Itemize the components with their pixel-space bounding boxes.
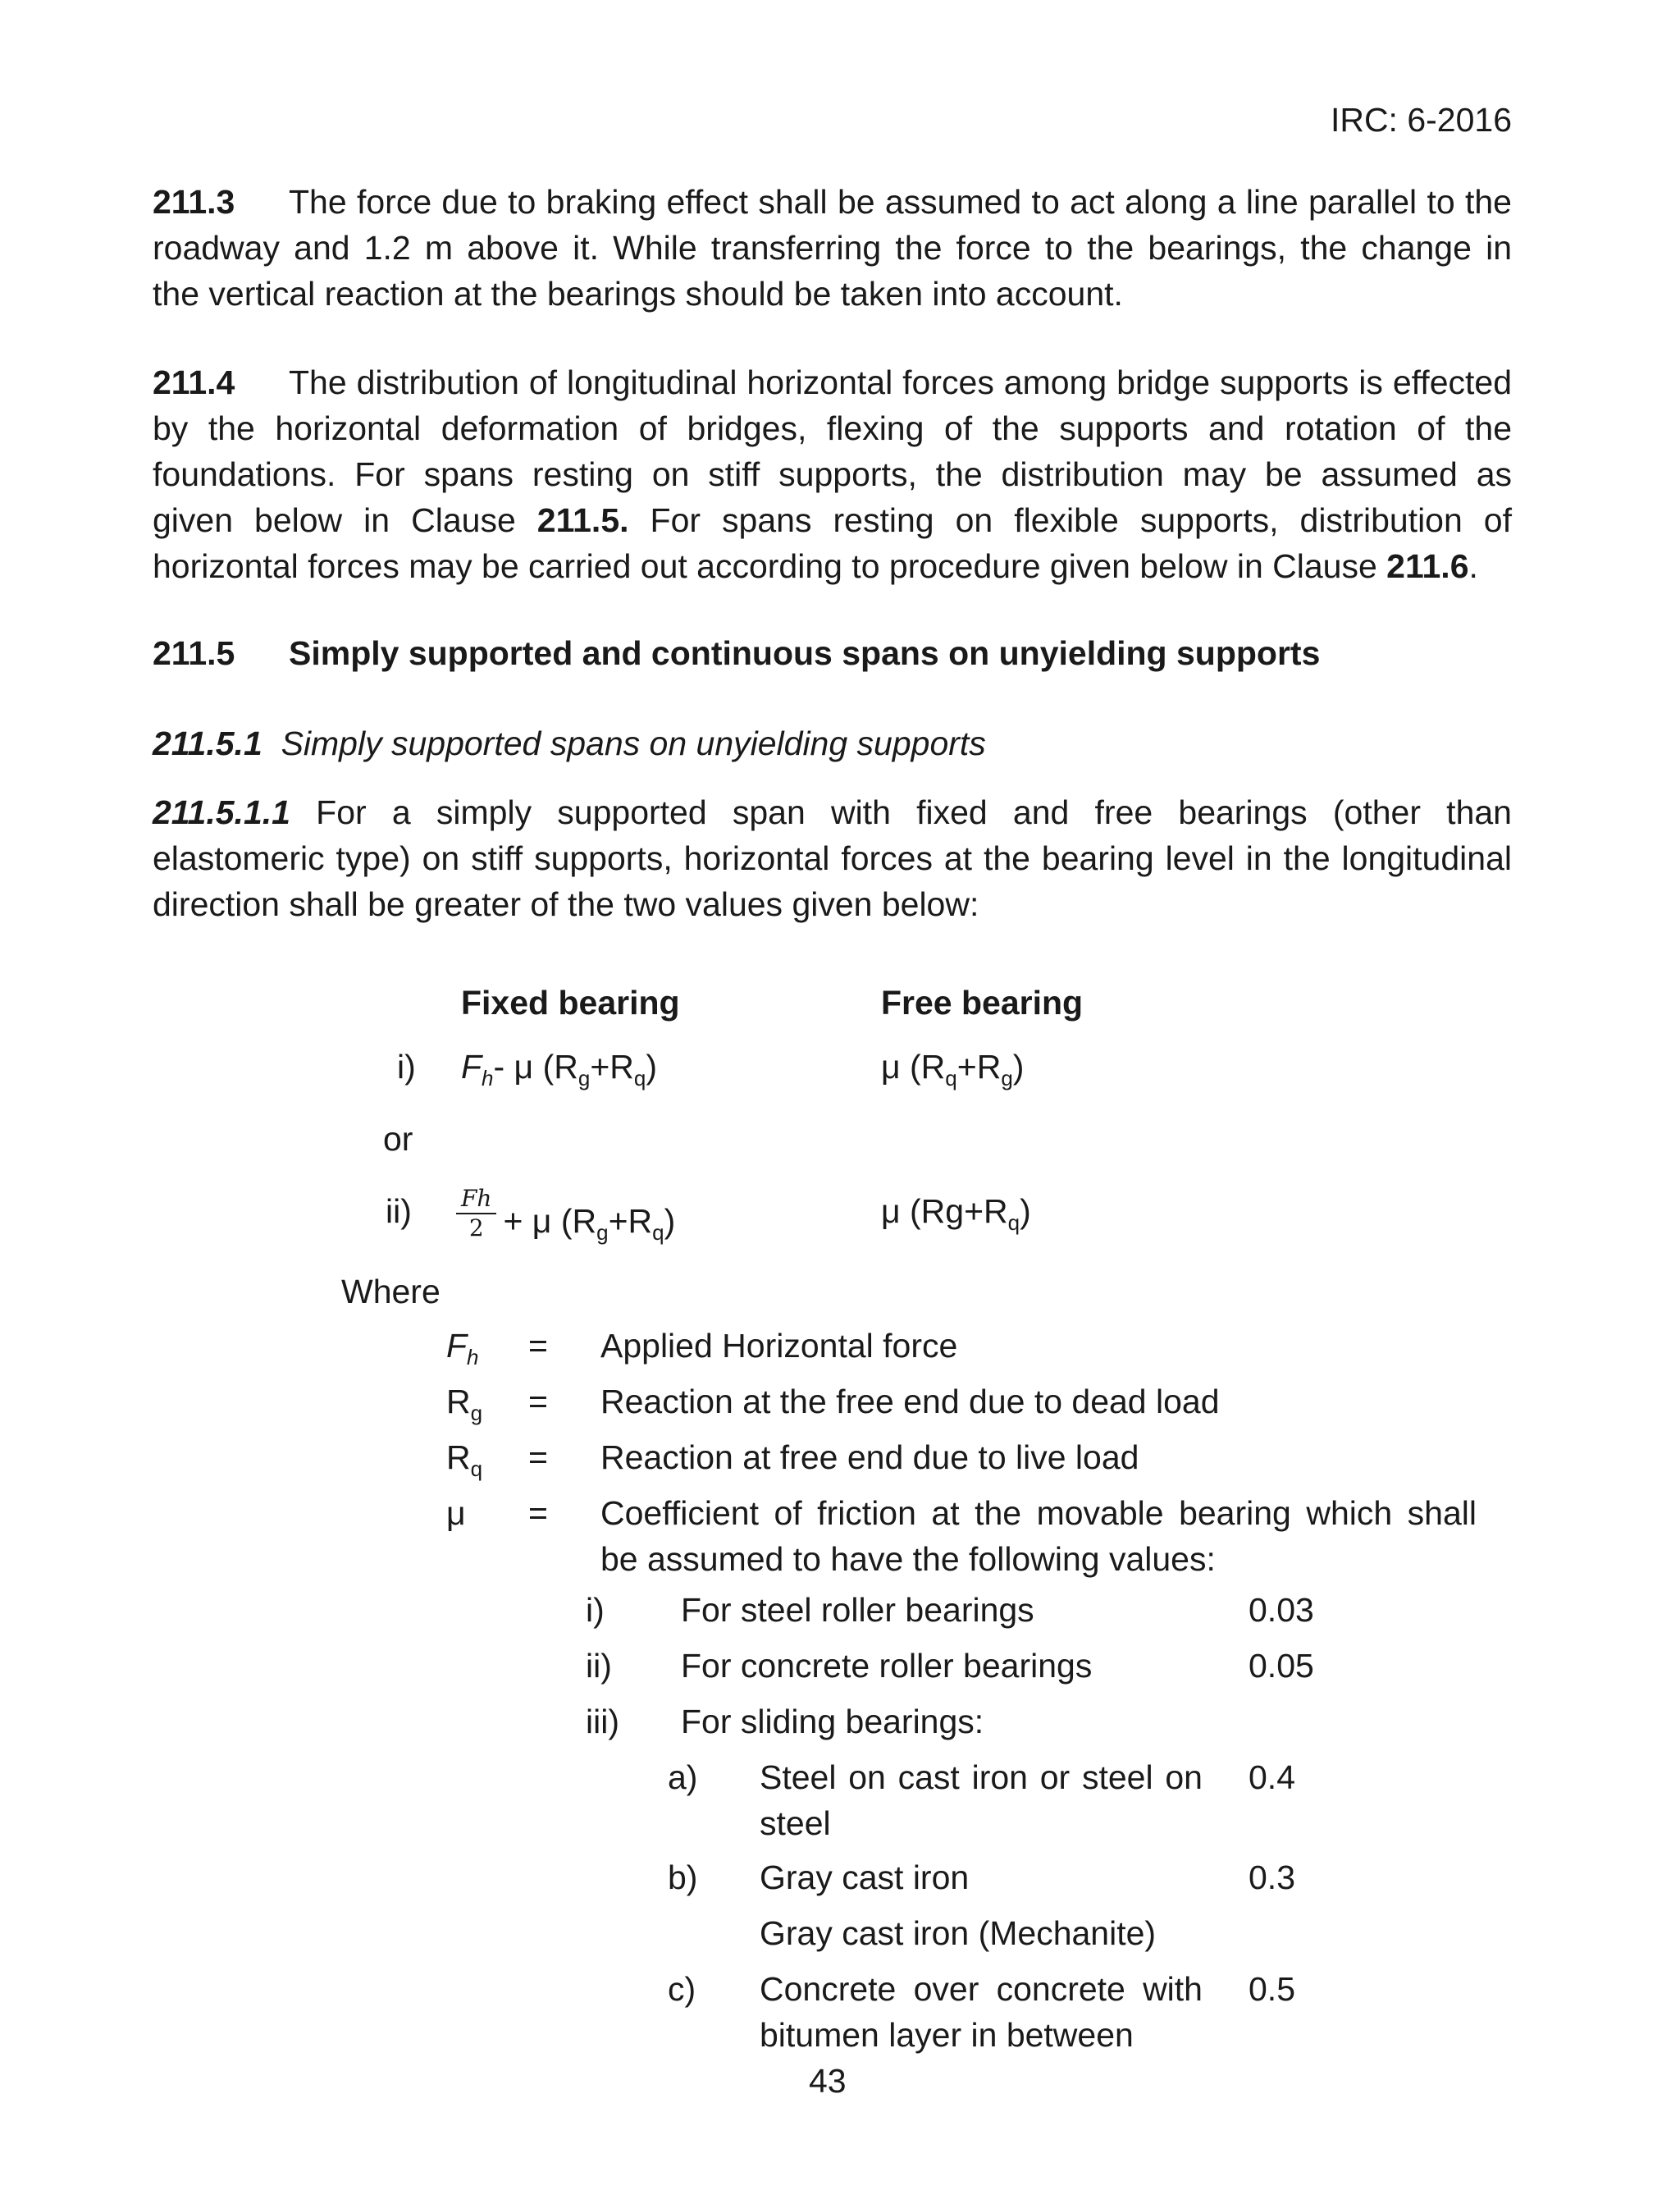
clause-211-5-1-1 — [153, 789, 1512, 927]
clause-number: 211.4 — [153, 363, 235, 401]
clause-title: Simply supported and continuous spans on unyielding supports — [289, 634, 1321, 672]
fixed-bearing-header: Fixed bearing — [461, 984, 680, 1022]
sliding-desc-a-line2: steel — [760, 1804, 831, 1842]
rq-equals: = — [528, 1438, 548, 1476]
symbol: R — [446, 1438, 471, 1476]
clause-211-5-1-1-line3: direction shall be greater of the two values given below: — [153, 885, 979, 923]
text: +R — [608, 1201, 653, 1240]
rq-symbol — [446, 1434, 482, 1480]
clause-211-3-line2: roadway and 1.2 m above it. While transferring the force to the bearings, the change in — [153, 229, 1512, 267]
sliding-label-c: c) — [668, 1970, 696, 2008]
subscript: q — [1007, 1210, 1020, 1235]
text: given below in Clause — [153, 501, 537, 539]
sliding-value-c: 0.5 — [1249, 1970, 1295, 2008]
sliding-desc-b-line2: Gray cast iron (Mechanite) — [760, 1914, 1157, 1952]
clause-number: 211.5 — [153, 634, 235, 672]
clause-text: The force due to braking effect shall be assumed to act along a line parallel to the — [289, 183, 1512, 221]
row2-fixed-formula — [456, 1185, 676, 1270]
row2-label: ii) — [386, 1192, 412, 1230]
fh-symbol — [446, 1323, 479, 1369]
sliding-desc-c — [760, 1966, 1203, 2058]
formula-rest — [503, 1201, 676, 1245]
clause-number: 211.5.1 — [153, 725, 262, 762]
clause-211-3-line3: the vertical reaction at the bearings should be taken into account. — [153, 275, 1123, 313]
mu-description-line2: be assumed to have the following values: — [600, 1540, 1216, 1578]
fh-equals: = — [528, 1327, 548, 1365]
sliding-value-a: 0.4 — [1249, 1758, 1295, 1796]
sliding-desc-a — [760, 1754, 1203, 1846]
subscript: g — [578, 1066, 591, 1090]
clause-211-4-line1 — [153, 359, 1512, 405]
subscript: q — [945, 1066, 957, 1090]
sliding-label-a: a) — [668, 1758, 698, 1796]
text: - μ (R — [493, 1048, 578, 1086]
doc-code: IRC: 6-2016 — [1330, 101, 1512, 139]
friction-label-1: i) — [586, 1591, 605, 1629]
mu-symbol: μ — [446, 1494, 466, 1532]
row1-label: i) — [397, 1048, 416, 1086]
clause-number: 211.5.1.1 — [153, 793, 290, 831]
clause-211-4-line4 — [153, 497, 1512, 543]
subscript: g — [470, 1401, 483, 1425]
subscript: q — [633, 1066, 646, 1090]
text: . — [1468, 547, 1478, 585]
clause-211-4-line2: by the horizontal deformation of bridges, flexing of the supports and rotation of the — [153, 409, 1512, 447]
subscript: h — [467, 1345, 479, 1369]
mu-equals: = — [528, 1494, 548, 1532]
text: For spans resting on flexible supports, distribution of — [628, 501, 1513, 539]
clause-211-3-line1 — [153, 179, 1512, 225]
friction-label-3: iii) — [586, 1703, 619, 1740]
friction-value-2: 0.05 — [1249, 1647, 1314, 1685]
clause-211-5-heading — [153, 630, 1320, 676]
sliding-desc-a-line1: Steel on cast iron or steel on — [760, 1758, 1203, 1796]
text: ) — [664, 1201, 676, 1240]
clause-211-5-1-1-line2: elastomeric type) on stiff supports, horizontal forces at the bearing level in the longitudinal — [153, 839, 1512, 877]
text: +R — [590, 1048, 634, 1086]
mu-description — [600, 1490, 1477, 1582]
fraction-denominator: 2 — [468, 1214, 484, 1241]
text: ) — [1012, 1048, 1025, 1086]
symbol: R — [446, 1383, 471, 1420]
clause-text: The distribution of longitudinal horizontal forces among bridge supports is effected — [289, 363, 1512, 401]
clause-211-4-line3: foundations. For spans resting on stiff supports, the distribution may be assumed as — [153, 455, 1512, 493]
friction-desc-3: For sliding bearings: — [681, 1703, 984, 1740]
friction-value-1: 0.03 — [1249, 1591, 1314, 1629]
sliding-desc-c-line2: bitumen layer in between — [760, 2016, 1134, 2054]
friction-desc-1: For steel roller bearings — [681, 1591, 1034, 1629]
text: ) — [1020, 1192, 1031, 1230]
clause-number: 211.3 — [153, 183, 235, 221]
sliding-desc-b-line1: Gray cast iron — [760, 1859, 970, 1896]
friction-desc-2: For concrete roller bearings — [681, 1647, 1093, 1685]
clause-reference: 211.5. — [536, 501, 629, 539]
text: + μ (R — [503, 1201, 597, 1240]
symbol: F — [446, 1327, 468, 1365]
clause-text: For a simply supported span with fixed and free bearings (other than — [316, 793, 1512, 831]
clause-211-5-1-1-line1 — [153, 789, 1512, 835]
fraction-numerator: Fh — [456, 1185, 496, 1214]
mu-description-line1: Coefficient of friction at the movable bearing which shall — [600, 1494, 1477, 1532]
sliding-value-b: 0.3 — [1249, 1859, 1295, 1896]
symbol: F — [461, 1048, 482, 1086]
page-number: 43 — [809, 2062, 847, 2100]
free-bearing-header: Free bearing — [881, 984, 1084, 1022]
subscript: g — [596, 1219, 609, 1245]
clause-reference: 211.6 — [1386, 547, 1469, 585]
row1-free-formula — [881, 1044, 1024, 1090]
text: μ (R — [881, 1048, 946, 1086]
row2-free-formula — [881, 1188, 1031, 1234]
fh-description: Applied Horizontal force — [600, 1327, 958, 1365]
text: ) — [646, 1048, 657, 1086]
clause-211-4 — [153, 359, 1512, 589]
subscript: q — [470, 1456, 483, 1481]
text: μ (Rg+R — [881, 1192, 1008, 1230]
row1-fixed-formula — [461, 1044, 657, 1090]
text: +R — [956, 1048, 1002, 1086]
clause-211-4-line5 — [153, 543, 1512, 589]
sliding-label-b: b) — [668, 1859, 698, 1896]
where-label: Where — [341, 1273, 441, 1310]
rg-description: Reaction at the free end due to dead load — [600, 1383, 1220, 1420]
clause-title: Simply supported spans on unyielding supports — [281, 725, 986, 762]
sliding-desc-c-line1: Concrete over concrete with — [760, 1970, 1203, 2008]
fraction-fh-over-2 — [456, 1185, 496, 1242]
subscript: q — [652, 1219, 664, 1245]
subscript: h — [482, 1066, 494, 1090]
or-label: or — [383, 1120, 413, 1158]
subscript: g — [1001, 1066, 1013, 1090]
rg-equals: = — [528, 1383, 548, 1420]
text: horizontal forces may be carried out according to procedure given below in Clause — [153, 547, 1387, 585]
rq-description: Reaction at free end due to live load — [600, 1438, 1139, 1476]
clause-211-3 — [153, 179, 1512, 317]
rg-symbol — [446, 1378, 482, 1424]
friction-label-2: ii) — [586, 1647, 612, 1685]
clause-211-5-1-heading — [153, 720, 986, 766]
